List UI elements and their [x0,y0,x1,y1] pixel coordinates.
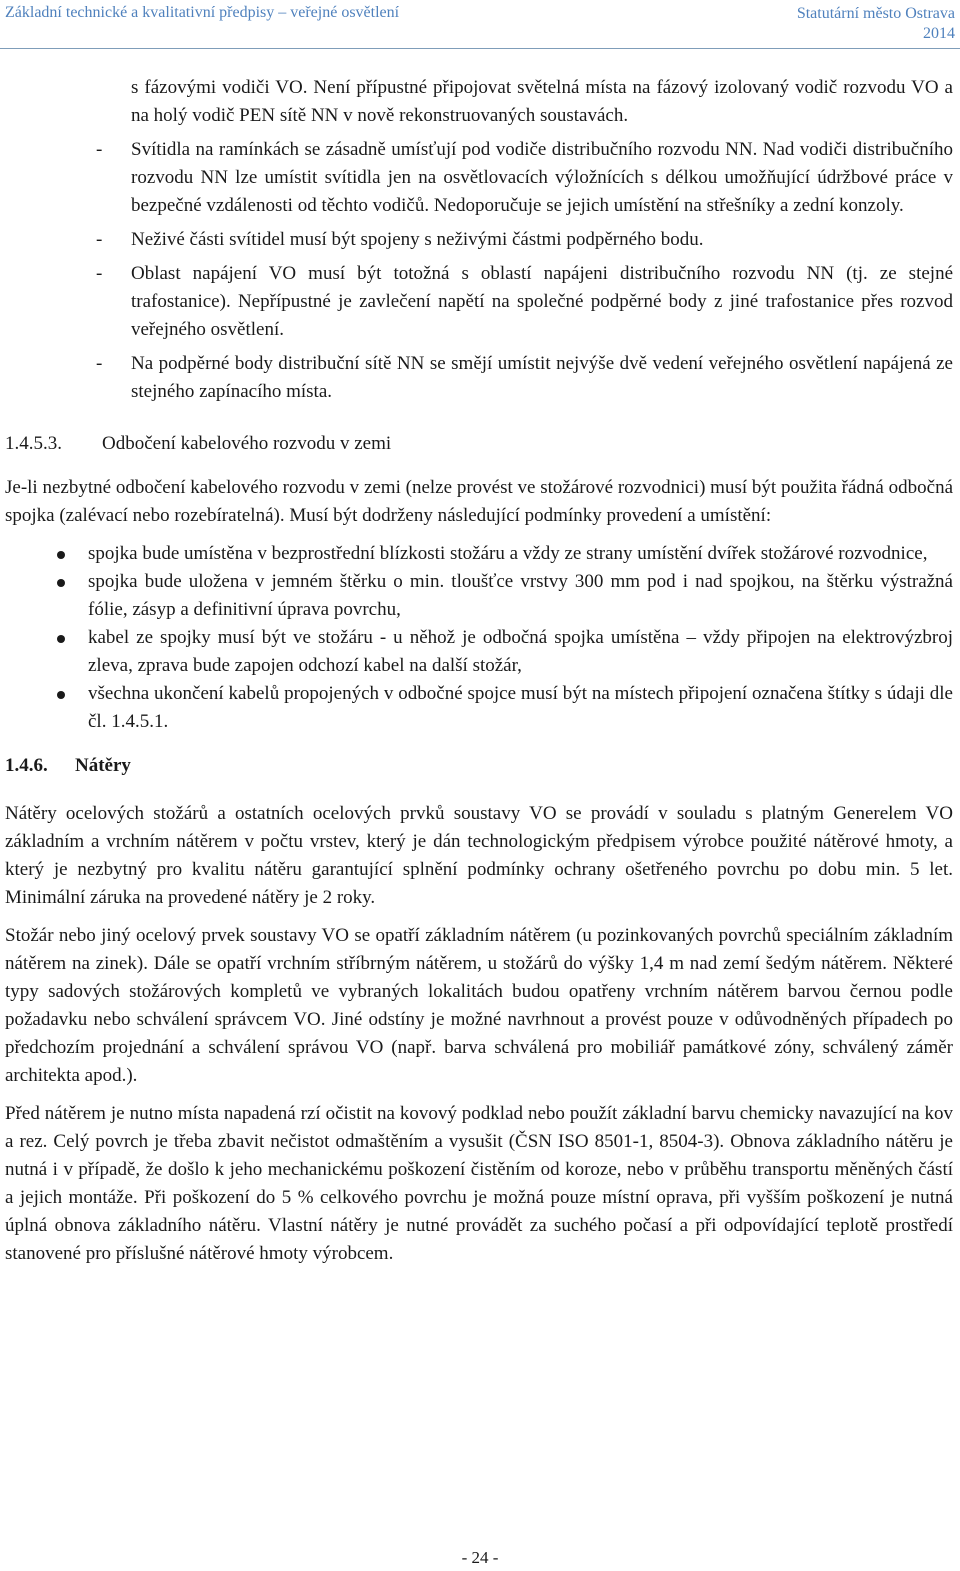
bullet-dot-icon [57,579,65,587]
dash-list-item [96,226,953,254]
bullet-dot-icon [57,551,65,559]
header-organization-name: Statutární město Ostrava [796,5,955,22]
bullet-text: kabel ze spojky musí být ve stožáru - u něhož je odbočná spojka umístěna – vždy připojen na elektrovýzbroj zleva, zprava bude zapojen odchozí kabel na další stožár, [88,627,953,676]
dash-item-text: Neživé části svítidel musí být spojeny s neživými částmi podpěrného bodu. [131,229,704,250]
bullet-text: všechna ukončení kabelů propojených v odbočné spojce musí být na místech připojení označena štítky s údaji dle čl. 1.4.5.1. [88,683,953,732]
dash-list-item [96,350,953,406]
bullet-text: spojka bude uložena v jemném štěrku o min. tloušťce vrstvy 300 mm pod i nad spojkou, na štěrku výstražná fólie, zásyp a definitivní úprava povrchu, [88,571,953,620]
bullet-dot-icon [57,691,65,699]
section-title: Nátěry [75,755,131,776]
dash-list-item [96,136,953,220]
bullet-item [88,568,953,624]
bullet-dot-icon [57,635,65,643]
bullet-item [88,680,953,736]
dash-marker: - [96,263,103,284]
bullet-text: spojka bude umístěna v bezprostřední blízkosti stožáru a vždy ze strany umístění dvířek stožárové rozvodnice, [88,543,928,564]
section-title: Odbočení kabelového rozvodu v zemi [102,433,392,454]
dash-item-text: Oblast napájení VO musí být totožná s oblastí napájeni distribučního rozvodu NN (tj. ze stejné trafostanice). Nepřípustné je zavlečení napětí na společné podpěrné body z jiné trafostanice přes rozvod veřejného osvětlení. [131,263,953,340]
dash-marker: - [96,139,103,160]
bullet-list [5,540,953,736]
bullet-item [88,540,953,568]
continued-paragraph: s fázovými vodiči VO. Není přípustné připojovat světelná místa na fázový izolovaný vodič rozvodu VO a na holý vodič PEN sítě NN v nově rekonstruovaných soustavách. [131,77,953,126]
dash-marker: - [96,229,103,250]
dash-item-text: Na podpěrné body distribuční sítě NN se smějí umístit nejvýše dvě vedení veřejného osvětlení napájená ze stejného zapínacího místa. [131,353,953,402]
page-header [0,0,960,49]
dash-list-item [96,260,953,344]
header-document-title: Základní technické a kvalitativní předpisy – veřejné osvětlení [5,4,400,21]
header-organization [797,4,955,44]
body-paragraph: Nátěry ocelových stožárů a ostatních ocelových prvků soustavy VO se provádí v souladu s platným Generelem VO základním a vrchním nátěrem v počtu vrstev, který je dán technologickým předpisem výrobce použité nátěrové hmoty, a který je nezbytný pro kvalitu nátěru garantující splnění podmínky ochrany ošetřeného povrchu po dobu min. 5 let. Minimální záruka na provedené nátěry je 2 roky. [5,803,953,908]
section-heading-1-4-6 [5,752,953,780]
section-heading-1-4-5-3 [5,430,953,458]
page-number: - 24 - [461,1548,499,1567]
page-body [5,74,953,1278]
body-paragraph: Před nátěrem je nutno místa napadená rzí očistit na kovový podklad nebo použít základní barvu chemicky navazující na kov a rez. Celý povrch je třeba zbavit nečistot odmaštěním a vysušit (ČSN ISO 8501-1, 8504-3). Obnova základního nátěru je nutná i v případě, že došlo k jeho mechanickému poškození čistěním od koroze, nebo v průběhu transportu měněných částí a jejich montáže. Při poškození do 5 % celkového povrchu je možná pouze místní oprava, při vyšším poškození je nutná úplná obnova základního nátěru. Vlastní nátěry je nutné provádět za suchého počasí a při odpovídající teplotě prostředí stanovené pro příslušné nátěrové hmoty výrobcem. [5,1103,953,1264]
bullet-item [88,624,953,680]
dash-marker: - [96,353,103,374]
body-paragraph: Stožár nebo jiný ocelový prvek soustavy VO se opatří základním nátěrem (u pozinkovaných povrchů speciálním základním nátěrem na zinek). Dále se opatří vrchním stříbrným nátěrem, u stožárů do výšky 1,4 m nad zemí šedým nátěrem. Některé typy sadových stožárových kompletů ve vybraných lokalitách budou opatřeny vrchním nátěrem barvou černou podle požadavku nebo schválení správcem VO. Jiné odstíny je možné navrhnout a provést pouze v odůvodněných případech po předchozím projednání a schválení správou VO (např. barva schválená pro mobiliář památkové zóny, schválený záměr architekta apod.). [5,925,953,1086]
header-year: 2014 [923,25,955,42]
section-intro-paragraph: Je-li nezbytné odbočení kabelového rozvodu v zemi (nelze provést ve stožárové rozvodnici) musí být použita řádná odbočná spojka (zalévací nebo rozebíratelná). Musí být dodrženy následující podmínky provedení a umístění: [5,477,953,526]
section-number: 1.4.5.3. [5,433,62,454]
dash-item-text: Svítidla na ramínkách se zásadně umísťují pod vodiče distribučního rozvodu NN. Nad vodiči distribučního rozvodu NN lze umístit svítidla jen na osvětlovacích výložnících s délkou umožňující údržbové práce v bezpečné vzdálenosti od těchto vodičů. Nedoporučuje se jejich umístění na střešníky a zední konzoly. [131,139,953,216]
section-number: 1.4.6. [5,755,48,776]
